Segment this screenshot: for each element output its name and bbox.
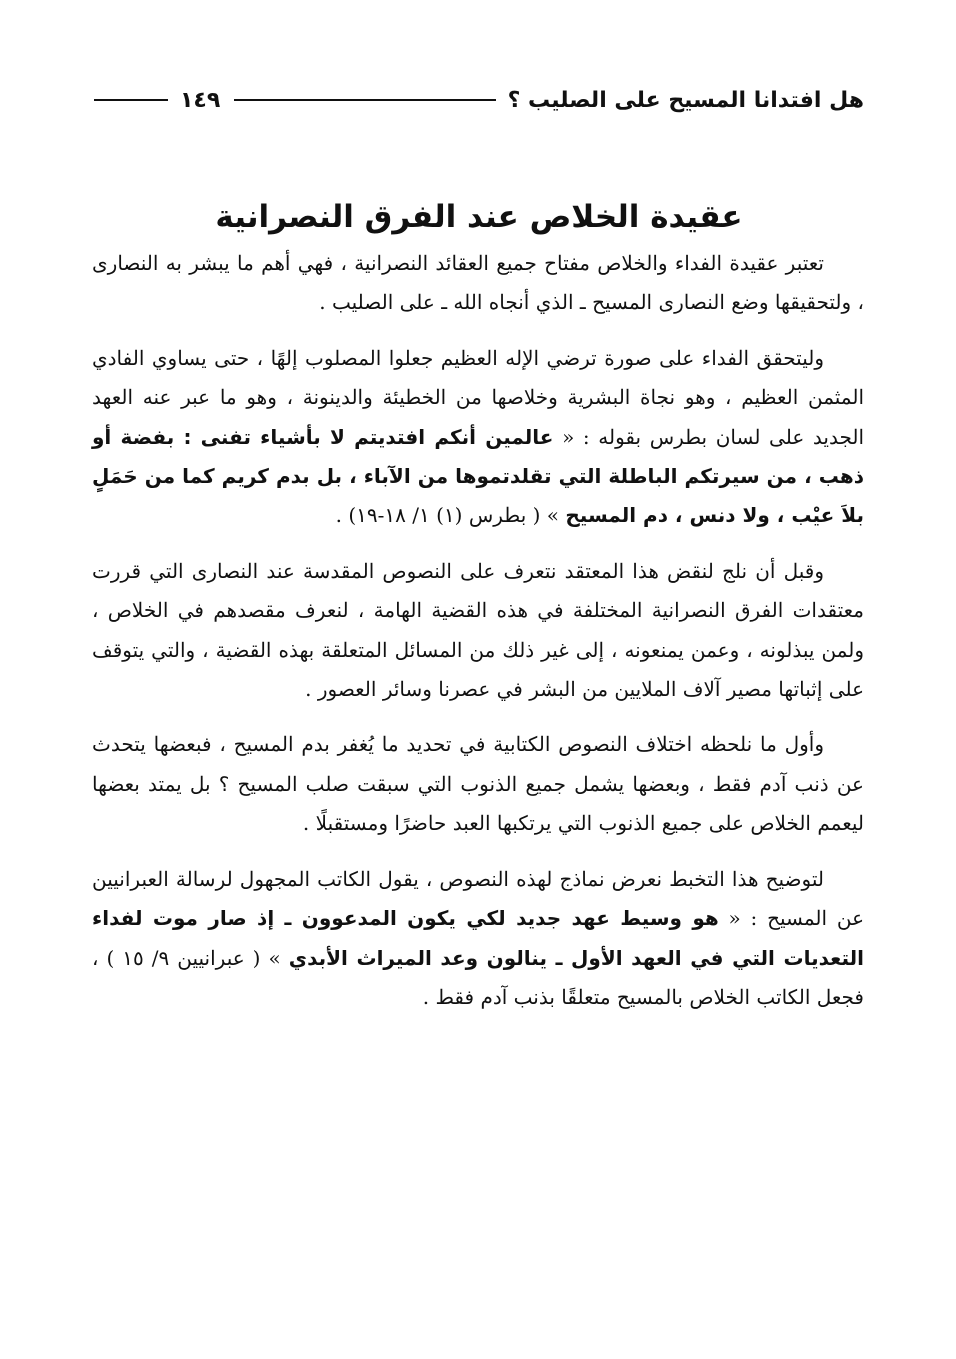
citation: » ( عبرانيين ٩/ ١٥ ) ، فجعل الكاتب الخلاص بالمسيح متعلقًا بذنب آدم فقط . — [92, 945, 864, 1009]
paragraph — [92, 552, 864, 710]
paragraph — [92, 725, 864, 843]
running-title: هل افتدانا المسيح على الصليب ؟ — [507, 87, 864, 113]
scripture-quote: هو وسيط عهد جديد لكي يكون المدعوون ـ إذ صار موت لفداء التعديات التي في العهد الأول ـ ينالون وعد الميراث الأبدي — [92, 906, 864, 970]
paragraph — [92, 860, 864, 1018]
paragraph — [92, 244, 864, 323]
paragraph-text: تعتبر عقيدة الفداء والخلاص مفتاح جميع العقائد النصرانية ، فهي أهم ما يبشر به النصارى ، ولتحقيقها وضع النصارى المسيح ـ الذي أنجاه الله ـ على الصليب . — [92, 251, 864, 315]
header-rule-short — [94, 99, 168, 101]
paragraph — [92, 339, 864, 536]
paragraph-text: لتوضيح هذا التخبط نعرض نماذج لهذه النصوص ، يقول الكاتب المجهول لرسالة العبرانيين عن المسيح : « — [92, 866, 865, 931]
chapter-title: عقيدة الخلاص عند الفرق النصرانية — [215, 198, 743, 235]
page-number: ١٤٩ — [180, 87, 221, 113]
body-text — [92, 244, 864, 1033]
citation: » ( بطرس (١) ١/ ١٨-١٩) . — [335, 503, 566, 528]
running-header — [94, 82, 864, 118]
scripture-quote: عالمين أنكم افتديتم لا بأشياء تفنى : بفضة أو ذهب ، من سيرتكم الباطلة التي تقلدتموها من الآباء ، بل بدم كريم كما من حَمَلٍ بلاَ عيْب ، ولا دنس ، دم المسيح — [92, 424, 864, 528]
paragraph-text: وأول ما نلحظه اختلاف النصوص الكتابية في تحديد ما يُغفر بدم المسيح ، فبعضها يتحدث عن ذنب آدم فقط ، وبعضها يشمل جميع الذنوب التي سبقت صلب المسيح ؟ بل يمتد بعضها ليعمم الخلاص على جميع الذنوب التي يرتكبها العبد حاضرًا ومستقبلًا . — [92, 732, 864, 836]
paragraph-text: وقبل أن نلج لنقض هذا المعتقد نتعرف على النصوص المقدسة عند النصارى التي قررت معتقدات الفرق النصرانية المختلفة في هذه القضية الهامة ، لنعرف مقصدهم في الخلاص ، ولمن يبذلونه ، وعمن يمنعونه ، إلى غير ذلك من المسائل المتعلقة بهذه القضية ، والتي يتوقف على إثباتها مصير آلاف الملايين من البشر في عصرنا وسائر العصور . — [92, 558, 864, 702]
header-rule — [234, 99, 495, 101]
paragraph-text: وليتحقق الفداء على صورة ترضي الإله العظيم جعلوا المصلوب إلهًا ، حتى يساوي الفادي المثمن العظيم ، وهو نجاة البشرية وخلاصها من الخطيئة والدينونة ، وهو ما عبر عنه العهد الجديد على لسان بطرس بقوله : « — [92, 345, 865, 449]
